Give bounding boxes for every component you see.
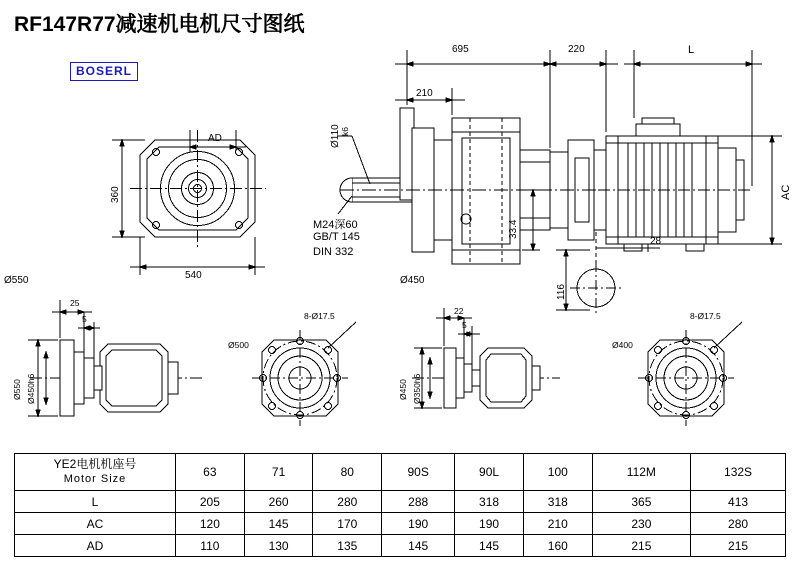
view1-dim-25: 25 (70, 298, 80, 308)
view4-dia-400: Ø400 (612, 340, 633, 350)
table-cell: 190 (382, 513, 455, 535)
view-flange-450-side (412, 308, 560, 408)
table-cell: 145 (455, 535, 524, 557)
view-flange-550-side (28, 300, 205, 416)
view1-dim-5: 5 (82, 314, 87, 324)
flange-label-550: Ø550 (4, 275, 29, 286)
view1-dia-550: Ø550 (12, 379, 22, 400)
gearbox-side-view (412, 118, 550, 264)
thread-label-3: DIN 332 (313, 246, 354, 258)
view3-dia-450: Ø450 (398, 379, 408, 400)
table-cell: 205 (176, 491, 245, 513)
table-col-header: 100 (523, 454, 592, 491)
table-row (15, 535, 786, 557)
table-col-header: 63 (176, 454, 245, 491)
table-cell: 135 (313, 535, 382, 557)
view1-dia-450: Ø450h6 (26, 373, 36, 404)
dim-label-695: 695 (452, 44, 469, 55)
dim-label-ac: AC (780, 184, 792, 200)
dim-label-28: 28 (650, 236, 662, 247)
dim-shaft-dia (338, 136, 370, 184)
table-col-header: 90S (382, 454, 455, 491)
dim-label-L: L (688, 44, 695, 56)
table-row-label: AC (15, 513, 176, 535)
dim-220 (540, 50, 618, 148)
dim-label-210: 210 (416, 88, 433, 99)
dim-label-ad: AD (208, 133, 222, 144)
table-header-label: YE2电机机座号 Motor Size (15, 454, 176, 491)
table-cell: 280 (691, 513, 786, 535)
table-cell: 215 (592, 535, 690, 557)
table-cell: 145 (382, 535, 455, 557)
thread-label-1: M24深60 (313, 219, 358, 231)
table-cell: 190 (455, 513, 524, 535)
flange-label-450: Ø450 (400, 275, 425, 286)
dim-label-360: 360 (110, 186, 121, 203)
dim-label-116: 116 (556, 284, 567, 300)
table-cell: 145 (244, 513, 313, 535)
table-cell: 110 (176, 535, 245, 557)
brand-logo: BOSERL (70, 62, 138, 81)
view3-dia-350: Ø350h6 (412, 373, 422, 404)
view2-holes: 8-Ø17.5 (304, 311, 335, 321)
view3-dim-5: 5 (462, 320, 467, 330)
dim-label-shaft-dia: Ø110 (330, 124, 341, 148)
table-cell: 210 (523, 513, 592, 535)
view2-dia-500: Ø500 (228, 340, 249, 350)
table-cell: 318 (523, 491, 592, 513)
table-row (15, 513, 786, 535)
dimension-table (14, 453, 786, 557)
table-cell: 318 (455, 491, 524, 513)
table-row (15, 491, 786, 513)
table-cell: 130 (244, 535, 313, 557)
dim-label-220: 220 (568, 44, 585, 55)
gearbox-front-view (130, 130, 266, 248)
dim-label-33-4: 33.4 (508, 219, 519, 239)
output-shaft (340, 108, 414, 202)
table-col-header: 112M (592, 454, 690, 491)
table-row-label: L (15, 491, 176, 513)
table-cell: 280 (313, 491, 382, 513)
motor-body (598, 118, 752, 251)
view-flange-400-face (638, 322, 742, 426)
view3-dim-22: 22 (454, 306, 464, 316)
table-col-header: 80 (313, 454, 382, 491)
table-cell: 365 (592, 491, 690, 513)
table-cell: 160 (523, 535, 592, 557)
view-flange-500-face (252, 322, 356, 426)
view4-holes: 8-Ø17.5 (690, 311, 721, 321)
table-cell: 260 (244, 491, 313, 513)
table-row-label: AD (15, 535, 176, 557)
dim-label-shaft-tol: k6 (340, 127, 350, 136)
table-cell: 230 (592, 513, 690, 535)
thread-label-2: GB/T 145 (313, 231, 360, 243)
table-cell: 288 (382, 491, 455, 513)
page-title: RF147R77减速机电机尺寸图纸 (14, 13, 305, 36)
table-col-header: 90L (455, 454, 524, 491)
table-cell: 413 (691, 491, 786, 513)
table-header-row (15, 454, 786, 491)
table-col-header: 71 (244, 454, 313, 491)
table-cell: 170 (313, 513, 382, 535)
dim-label-540: 540 (185, 270, 202, 281)
table-cell: 120 (176, 513, 245, 535)
table-col-header: 132S (691, 454, 786, 491)
table-cell: 215 (691, 535, 786, 557)
